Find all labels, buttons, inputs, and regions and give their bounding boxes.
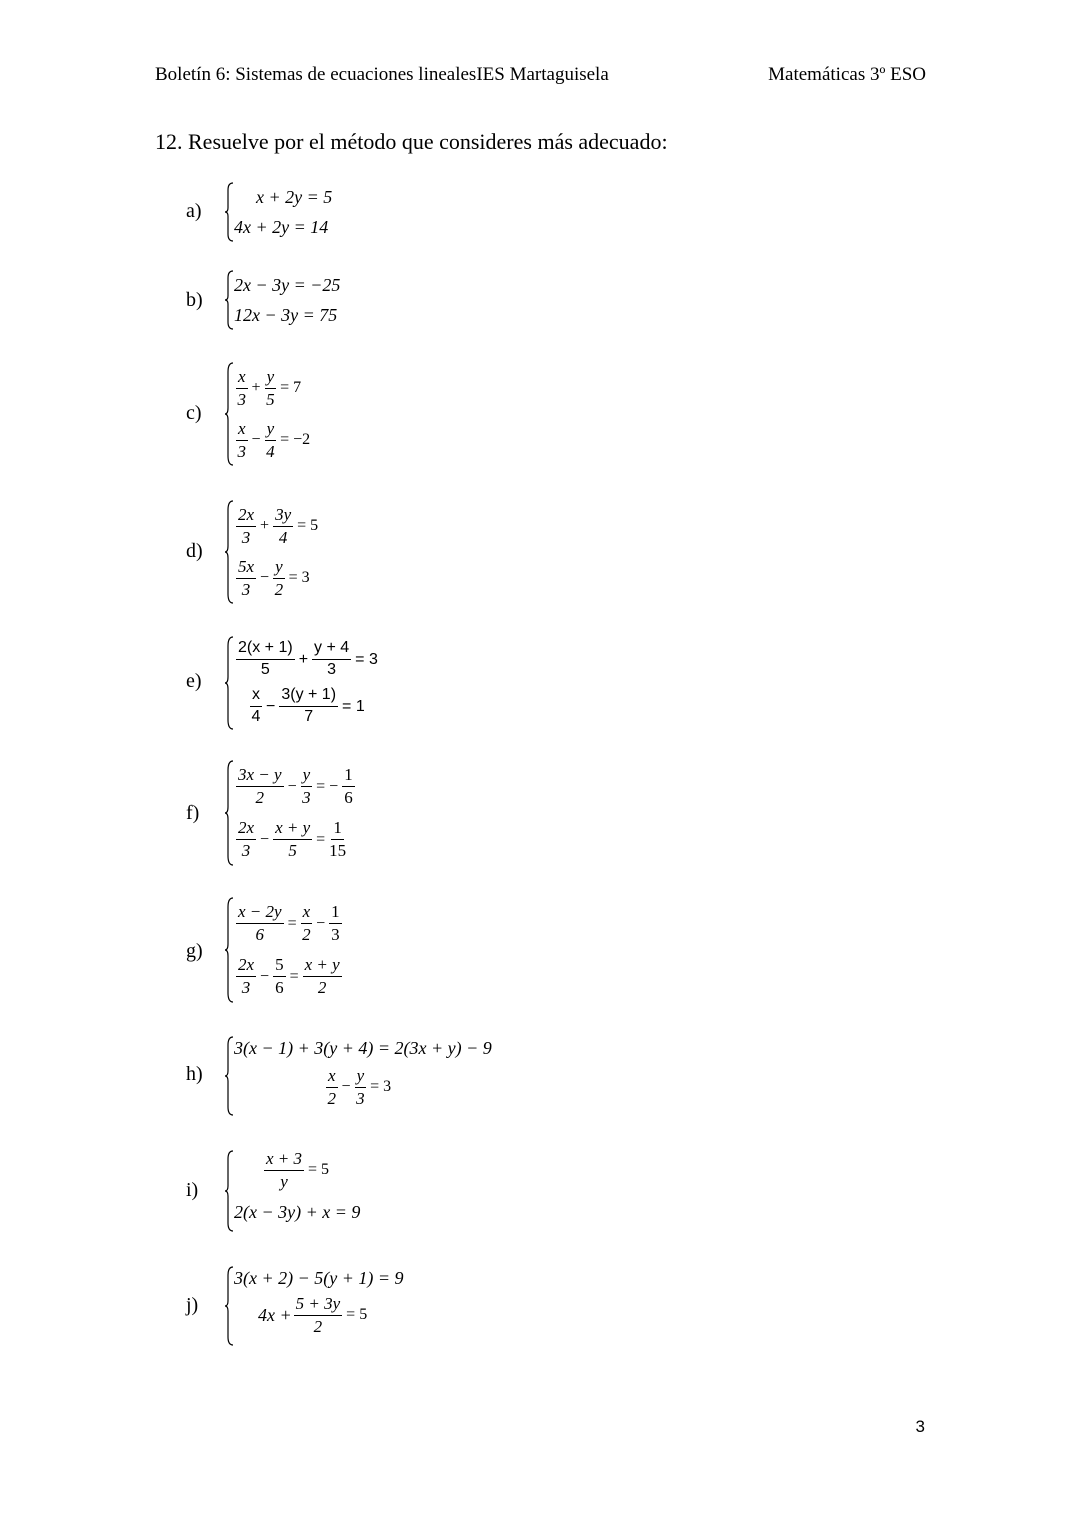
label-g: g) xyxy=(186,940,203,962)
equation-2: 12x − 3y = 75 xyxy=(234,305,338,325)
system-c xyxy=(224,362,312,466)
equation-1: $\frac{x + 3}{y}$ = 5 xyxy=(266,1149,330,1191)
system-d xyxy=(224,500,320,604)
equation-1: $\frac{2x}{3}$ + $\frac{3y}{4}$ = 5 xyxy=(238,504,319,547)
label-b: b) xyxy=(186,289,203,311)
label-h: h) xyxy=(186,1063,203,1085)
label-e: e) xyxy=(186,670,202,692)
equation-1: $\frac{x}{3}$ + $\frac{y}{5}$ = 7 xyxy=(237,366,302,409)
equation-1: 3(x + 2) − 5(y + 1) = 9 xyxy=(234,1268,404,1288)
equation-2: 4x + 2y = 14 xyxy=(234,217,329,237)
system-h xyxy=(224,1036,492,1116)
exercise-title: 12. Resuelve por el método que consideres más adecuado: xyxy=(155,129,668,154)
header-left: Boletín 6: Sistemas de ecuaciones linealesIES Martaguisela xyxy=(155,64,609,85)
system-f xyxy=(224,760,357,866)
equation-2: $\frac{x}{2}$ − $\frac{y}{3}$ = 3 xyxy=(327,1066,392,1108)
label-j: j) xyxy=(186,1294,199,1316)
equation-1: 3(x − 1) + 3(y + 4) = 2(3x + y) − 9 xyxy=(234,1038,492,1058)
header-right: Matemáticas 3º ESO xyxy=(768,64,926,85)
system-i xyxy=(224,1150,360,1232)
equation-2: 2(x − 3y) + x = 9 xyxy=(234,1201,361,1222)
equation-1: 2x − 3y = −25 xyxy=(234,275,341,295)
system-e xyxy=(224,636,380,730)
label-f: f) xyxy=(186,802,200,824)
equation-2: $\frac{x}{4}$ − $\frac{3(y + 1)}{7}$ = 1 xyxy=(251,686,365,725)
system-j xyxy=(224,1266,404,1346)
label-a: a) xyxy=(186,200,202,222)
equation-1: $\frac{3x - y}{2}$ − $\frac{y}{3}$ = − $\frac{1}{6}$ xyxy=(238,765,353,807)
equation-1: x + 2y = 5 xyxy=(256,187,333,207)
equation-2: $\frac{2x}{3}$ − $\frac{x + y}{5}$ = $\frac{1}{15}$ xyxy=(238,818,347,860)
system-g xyxy=(224,897,344,1003)
equation-2: $\frac{5x}{3}$ − $\frac{y}{2}$ = 3 xyxy=(238,556,310,599)
system-a xyxy=(224,182,332,242)
label-d: d) xyxy=(186,540,203,562)
equation-2: $\frac{2x}{3}$ − $\frac{5}{6}$ = $\frac{x + y}{2}$ xyxy=(238,955,340,997)
label-i: i) xyxy=(186,1179,199,1201)
label-c: c) xyxy=(186,402,202,424)
equation-1: $\frac{x - 2y}{6}$ = $\frac{x}{2}$ − $\frac{1}{3}$ xyxy=(238,902,340,944)
equation-2: 4x + $\frac{5 + 3y}{2}$ = 5 xyxy=(258,1294,368,1336)
page-number: 3 xyxy=(915,1417,925,1436)
equation-1: $\frac{2(x + 1)}{5}$ + $\frac{y + 4}{3}$ = 3 xyxy=(238,639,378,678)
equation-2: $\frac{x}{3}$ − $\frac{y}{4}$ = −2 xyxy=(237,418,311,461)
system-b xyxy=(224,270,340,330)
